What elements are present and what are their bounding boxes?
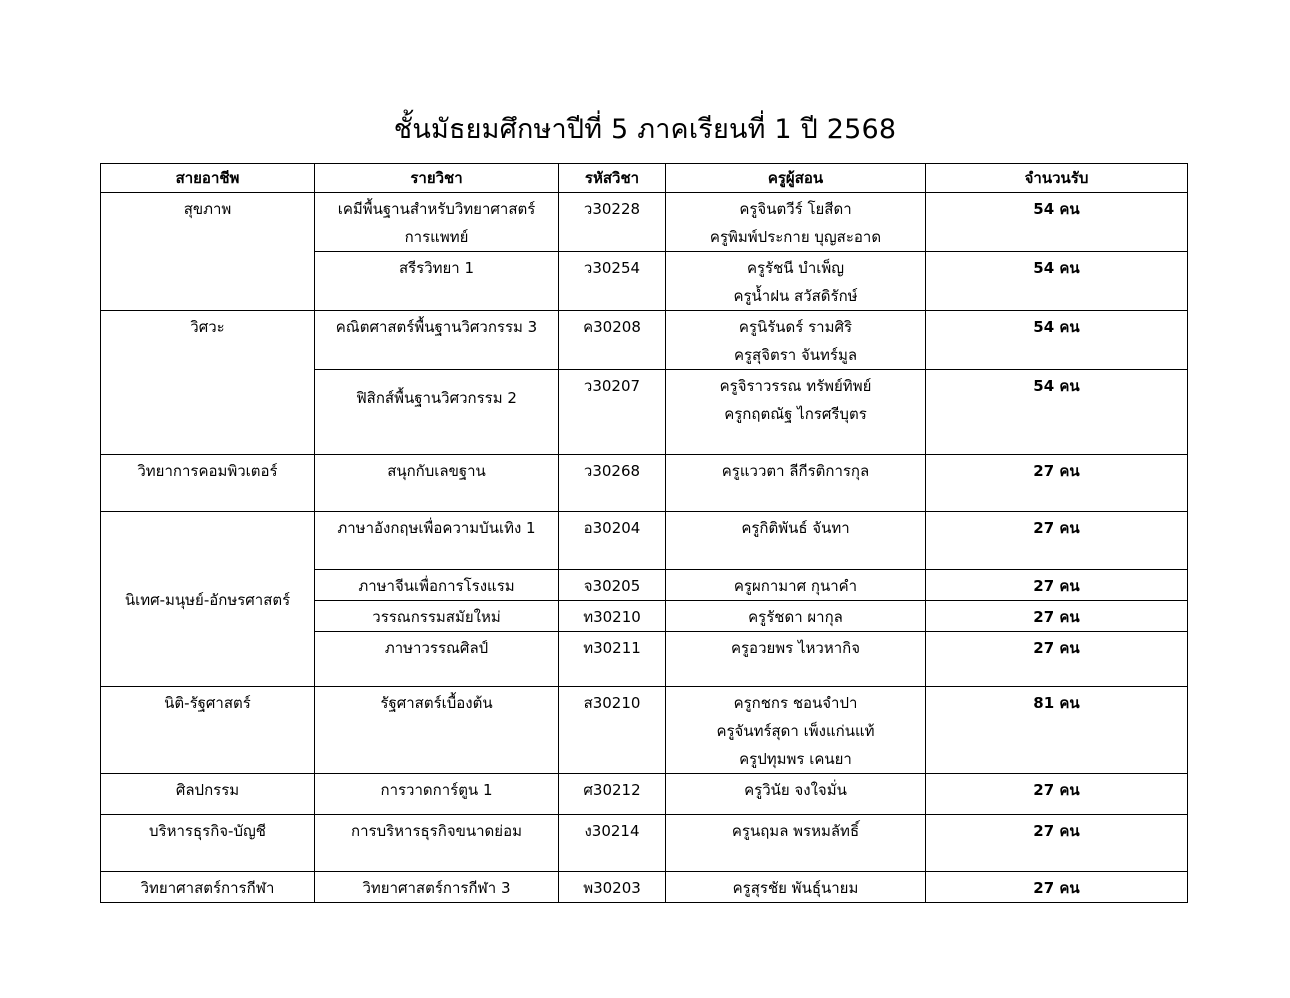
subject-cell: การบริหารธุรกิจขนาดย่อม	[315, 815, 559, 872]
teacher-name: ครูสุจิตรา จันทร์มูล	[733, 346, 858, 364]
table-row	[101, 193, 1188, 252]
subject-cell: วรรณกรรมสมัยใหม่	[315, 601, 559, 632]
table-row	[101, 311, 1188, 370]
code-cell: อ30204	[559, 512, 666, 570]
code-cell: ส30210	[559, 687, 666, 774]
teacher-cell	[666, 687, 926, 774]
track-cell: วิศวะ	[101, 311, 315, 455]
teacher-cell	[666, 872, 926, 903]
subject-cell: ภาษาวรรณศิลป์	[315, 632, 559, 687]
count-cell: 81 คน	[926, 687, 1188, 774]
teacher-cell	[666, 570, 926, 601]
teacher-name: ครูจิราวรรณ ทรัพย์ทิพย์	[719, 377, 872, 395]
teacher-name: ครูสุรชัย พันธุ์นายม	[732, 879, 859, 897]
teacher-name: ครูจันทร์สุดา เพ็งแก่นแท้	[716, 722, 875, 740]
count-cell: 27 คน	[926, 632, 1188, 687]
count-cell: 54 คน	[926, 311, 1188, 370]
table-row	[101, 512, 1188, 570]
teacher-cell	[666, 455, 926, 512]
header-teacher: ครูผู้สอน	[666, 164, 926, 193]
teacher-name: ครูกชกร ชอนจำปา	[733, 694, 858, 712]
teacher-cell	[666, 632, 926, 687]
teacher-name: ครูรัชนี บำเพ็ญ	[746, 259, 845, 277]
code-cell: ว30268	[559, 455, 666, 512]
header-row	[101, 164, 1188, 193]
track-cell: สุขภาพ	[101, 193, 315, 311]
code-cell: พ30203	[559, 872, 666, 903]
subject-cell: สรีรวิทยา 1	[315, 252, 559, 311]
count-cell: 54 คน	[926, 252, 1188, 311]
teacher-name: ครูกฤตณัฐ ไกรศรีบุตร	[724, 405, 867, 423]
subject-cell: วิทยาศาสตร์การกีฬา 3	[315, 872, 559, 903]
count-cell: 27 คน	[926, 815, 1188, 872]
teacher-cell	[666, 815, 926, 872]
subject-cell: ภาษาอังกฤษเพื่อความบันเทิง 1	[315, 512, 559, 570]
header-code: รหัสวิชา	[559, 164, 666, 193]
count-cell: 27 คน	[926, 774, 1188, 815]
track-cell: นิติ-รัฐศาสตร์	[101, 687, 315, 774]
subject-text: ฟิสิกส์พื้นฐานวิศวกรรม 2	[356, 389, 517, 407]
code-cell: ท30211	[559, 632, 666, 687]
subject-cell: ภาษาจีนเพื่อการโรงแรม	[315, 570, 559, 601]
count-cell: 27 คน	[926, 455, 1188, 512]
teacher-name: ครูกิติพันธ์ จันทา	[741, 519, 850, 537]
track-cell: วิทยาการคอมพิวเตอร์	[101, 455, 315, 512]
teacher-name: ครูอวยพร ไหวหากิจ	[730, 639, 861, 657]
code-cell: จ30205	[559, 570, 666, 601]
table-row	[101, 872, 1188, 903]
track-cell: วิทยาศาสตร์การกีฬา	[101, 872, 315, 903]
count-cell: 54 คน	[926, 193, 1188, 252]
subject-cell: รัฐศาสตร์เบื้องต้น	[315, 687, 559, 774]
code-cell: ว30254	[559, 252, 666, 311]
course-table	[100, 163, 1188, 903]
table-row	[101, 455, 1188, 512]
teacher-cell	[666, 774, 926, 815]
teacher-name: ครูนิรันดร์ รามศิริ	[738, 318, 853, 336]
subject-cell	[315, 193, 559, 252]
teacher-name: ครูจินตวีร์ โยสีดา	[739, 200, 852, 218]
code-cell: ว30228	[559, 193, 666, 252]
code-cell: ศ30212	[559, 774, 666, 815]
track-cell: บริหารธุรกิจ-บัญชี	[101, 815, 315, 872]
header-track: สายอาชีพ	[101, 164, 315, 193]
teacher-name: ครูน้ำฝน สวัสดิรักษ์	[733, 287, 858, 305]
table-row	[101, 815, 1188, 872]
teacher-name: ครูแววตา ลีกีรติการกุล	[721, 462, 870, 480]
teacher-cell	[666, 193, 926, 252]
teacher-name: ครูพิมพ์ประกาย บุญสะอาด	[709, 228, 882, 246]
subject-text: เคมีพื้นฐานสำหรับวิทยาศาสตร์การแพทย์	[337, 200, 536, 246]
teacher-name: ครูนฤมล พรหมลัทธิ์	[731, 822, 860, 840]
teacher-name: ครูปทุมพร เคนยา	[739, 750, 852, 768]
count-cell: 27 คน	[926, 512, 1188, 570]
subject-cell: การวาดการ์ตูน 1	[315, 774, 559, 815]
teacher-cell	[666, 252, 926, 311]
teacher-cell	[666, 512, 926, 570]
teacher-cell	[666, 601, 926, 632]
count-cell: 27 คน	[926, 872, 1188, 903]
subject-cell	[315, 370, 559, 455]
teacher-cell	[666, 311, 926, 370]
code-cell: ค30208	[559, 311, 666, 370]
code-cell: ง30214	[559, 815, 666, 872]
teacher-name: ครูรัชดา ผากุล	[748, 608, 843, 626]
header-subject: รายวิชา	[315, 164, 559, 193]
subject-cell: คณิตศาสตร์พื้นฐานวิศวกรรม 3	[315, 311, 559, 370]
code-cell: ว30207	[559, 370, 666, 455]
count-cell: 27 คน	[926, 601, 1188, 632]
table-row	[101, 774, 1188, 815]
teacher-cell	[666, 370, 926, 455]
page-title: ชั้นมัธยมศึกษาปีที่ 5 ภาคเรียนที่ 1 ปี 2568	[393, 114, 897, 145]
teacher-name: ครูผกามาศ กุนาคำ	[733, 577, 858, 595]
subject-cell: สนุกกับเลขฐาน	[315, 455, 559, 512]
count-cell: 27 คน	[926, 570, 1188, 601]
track-cell: ศิลปกรรม	[101, 774, 315, 815]
teacher-name: ครูวินัย จงใจมั่น	[744, 781, 847, 799]
track-cell: นิเทศ-มนุษย์-อักษรศาสตร์	[101, 512, 315, 687]
code-cell: ท30210	[559, 601, 666, 632]
table-row	[101, 687, 1188, 774]
header-count: จำนวนรับ	[926, 164, 1188, 193]
count-cell: 54 คน	[926, 370, 1188, 455]
